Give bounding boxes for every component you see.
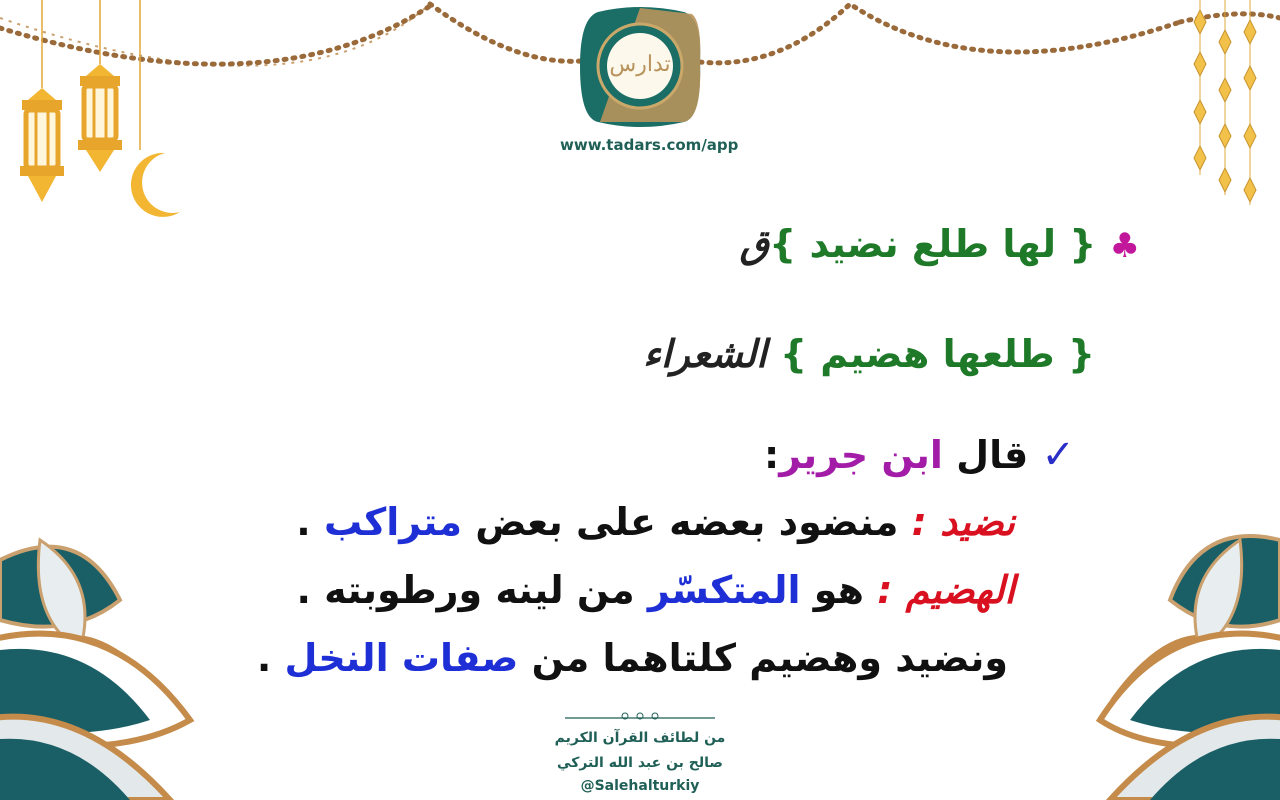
footer-series-title: من لطائف القرآن الكريم xyxy=(554,730,726,746)
verse-1-text: لها طلع نضيد xyxy=(809,222,1056,266)
definition-end: من لينه ورطوبته . xyxy=(296,568,648,612)
definition-text: منضود بعضه على بعض xyxy=(461,500,899,544)
verse-1-surah: ق xyxy=(739,222,770,266)
verse-2-close-brace: } xyxy=(779,332,808,376)
definition-end: . xyxy=(296,500,324,544)
lantern-icon xyxy=(78,0,122,172)
crescent-moon-icon xyxy=(131,0,180,217)
hanging-ornaments xyxy=(1194,0,1256,205)
verse-2 xyxy=(643,332,1095,376)
definition-term: نضيد xyxy=(940,500,1015,544)
verse-2-text: طلعها هضيم xyxy=(820,332,1055,376)
definition-line xyxy=(296,500,1015,544)
quote-scholar: ابن جرير xyxy=(779,433,943,477)
definition-separator: : xyxy=(863,568,906,612)
definition-highlight: متراكب xyxy=(323,500,462,544)
definition-highlight: المتكسّر xyxy=(647,568,801,612)
footer-author: صالح بن عبد الله التركي xyxy=(557,755,723,771)
verse-2-surah: الشعراء xyxy=(642,332,767,376)
quote-said: قال xyxy=(956,433,1029,477)
flower-ornament-right xyxy=(1100,536,1280,800)
club-bullet-icon: ♣ xyxy=(1109,226,1140,266)
footer-handle[interactable]: @Salehalturkiy xyxy=(580,778,700,794)
quote-header xyxy=(764,432,1075,478)
summary-end: . xyxy=(256,636,285,680)
lantern-icon xyxy=(20,0,64,202)
quote-colon: : xyxy=(764,433,780,477)
footer-divider xyxy=(565,713,715,719)
verse-1-open-brace: { xyxy=(1069,222,1097,266)
verse-2-open-brace: { xyxy=(1067,332,1095,376)
summary-highlight: صفات النخل xyxy=(284,636,519,680)
definition-line xyxy=(297,568,1015,612)
verse-1-close-brace: } xyxy=(769,222,797,266)
summary-line xyxy=(257,636,1008,680)
definition-separator: : xyxy=(898,500,941,544)
logo-wordmark: تدارس xyxy=(609,52,671,77)
flower-ornament-left xyxy=(0,540,190,800)
summary-text: ونضيد وهضيم كلتاهما من xyxy=(518,636,1008,680)
definition-term: الهضيم xyxy=(905,568,1015,612)
checkmark-icon: ✓ xyxy=(1041,432,1075,478)
definition-text: هو xyxy=(800,568,864,612)
verse-1 xyxy=(740,222,1140,266)
logo-url[interactable]: www.tadars.com/app xyxy=(560,136,739,154)
